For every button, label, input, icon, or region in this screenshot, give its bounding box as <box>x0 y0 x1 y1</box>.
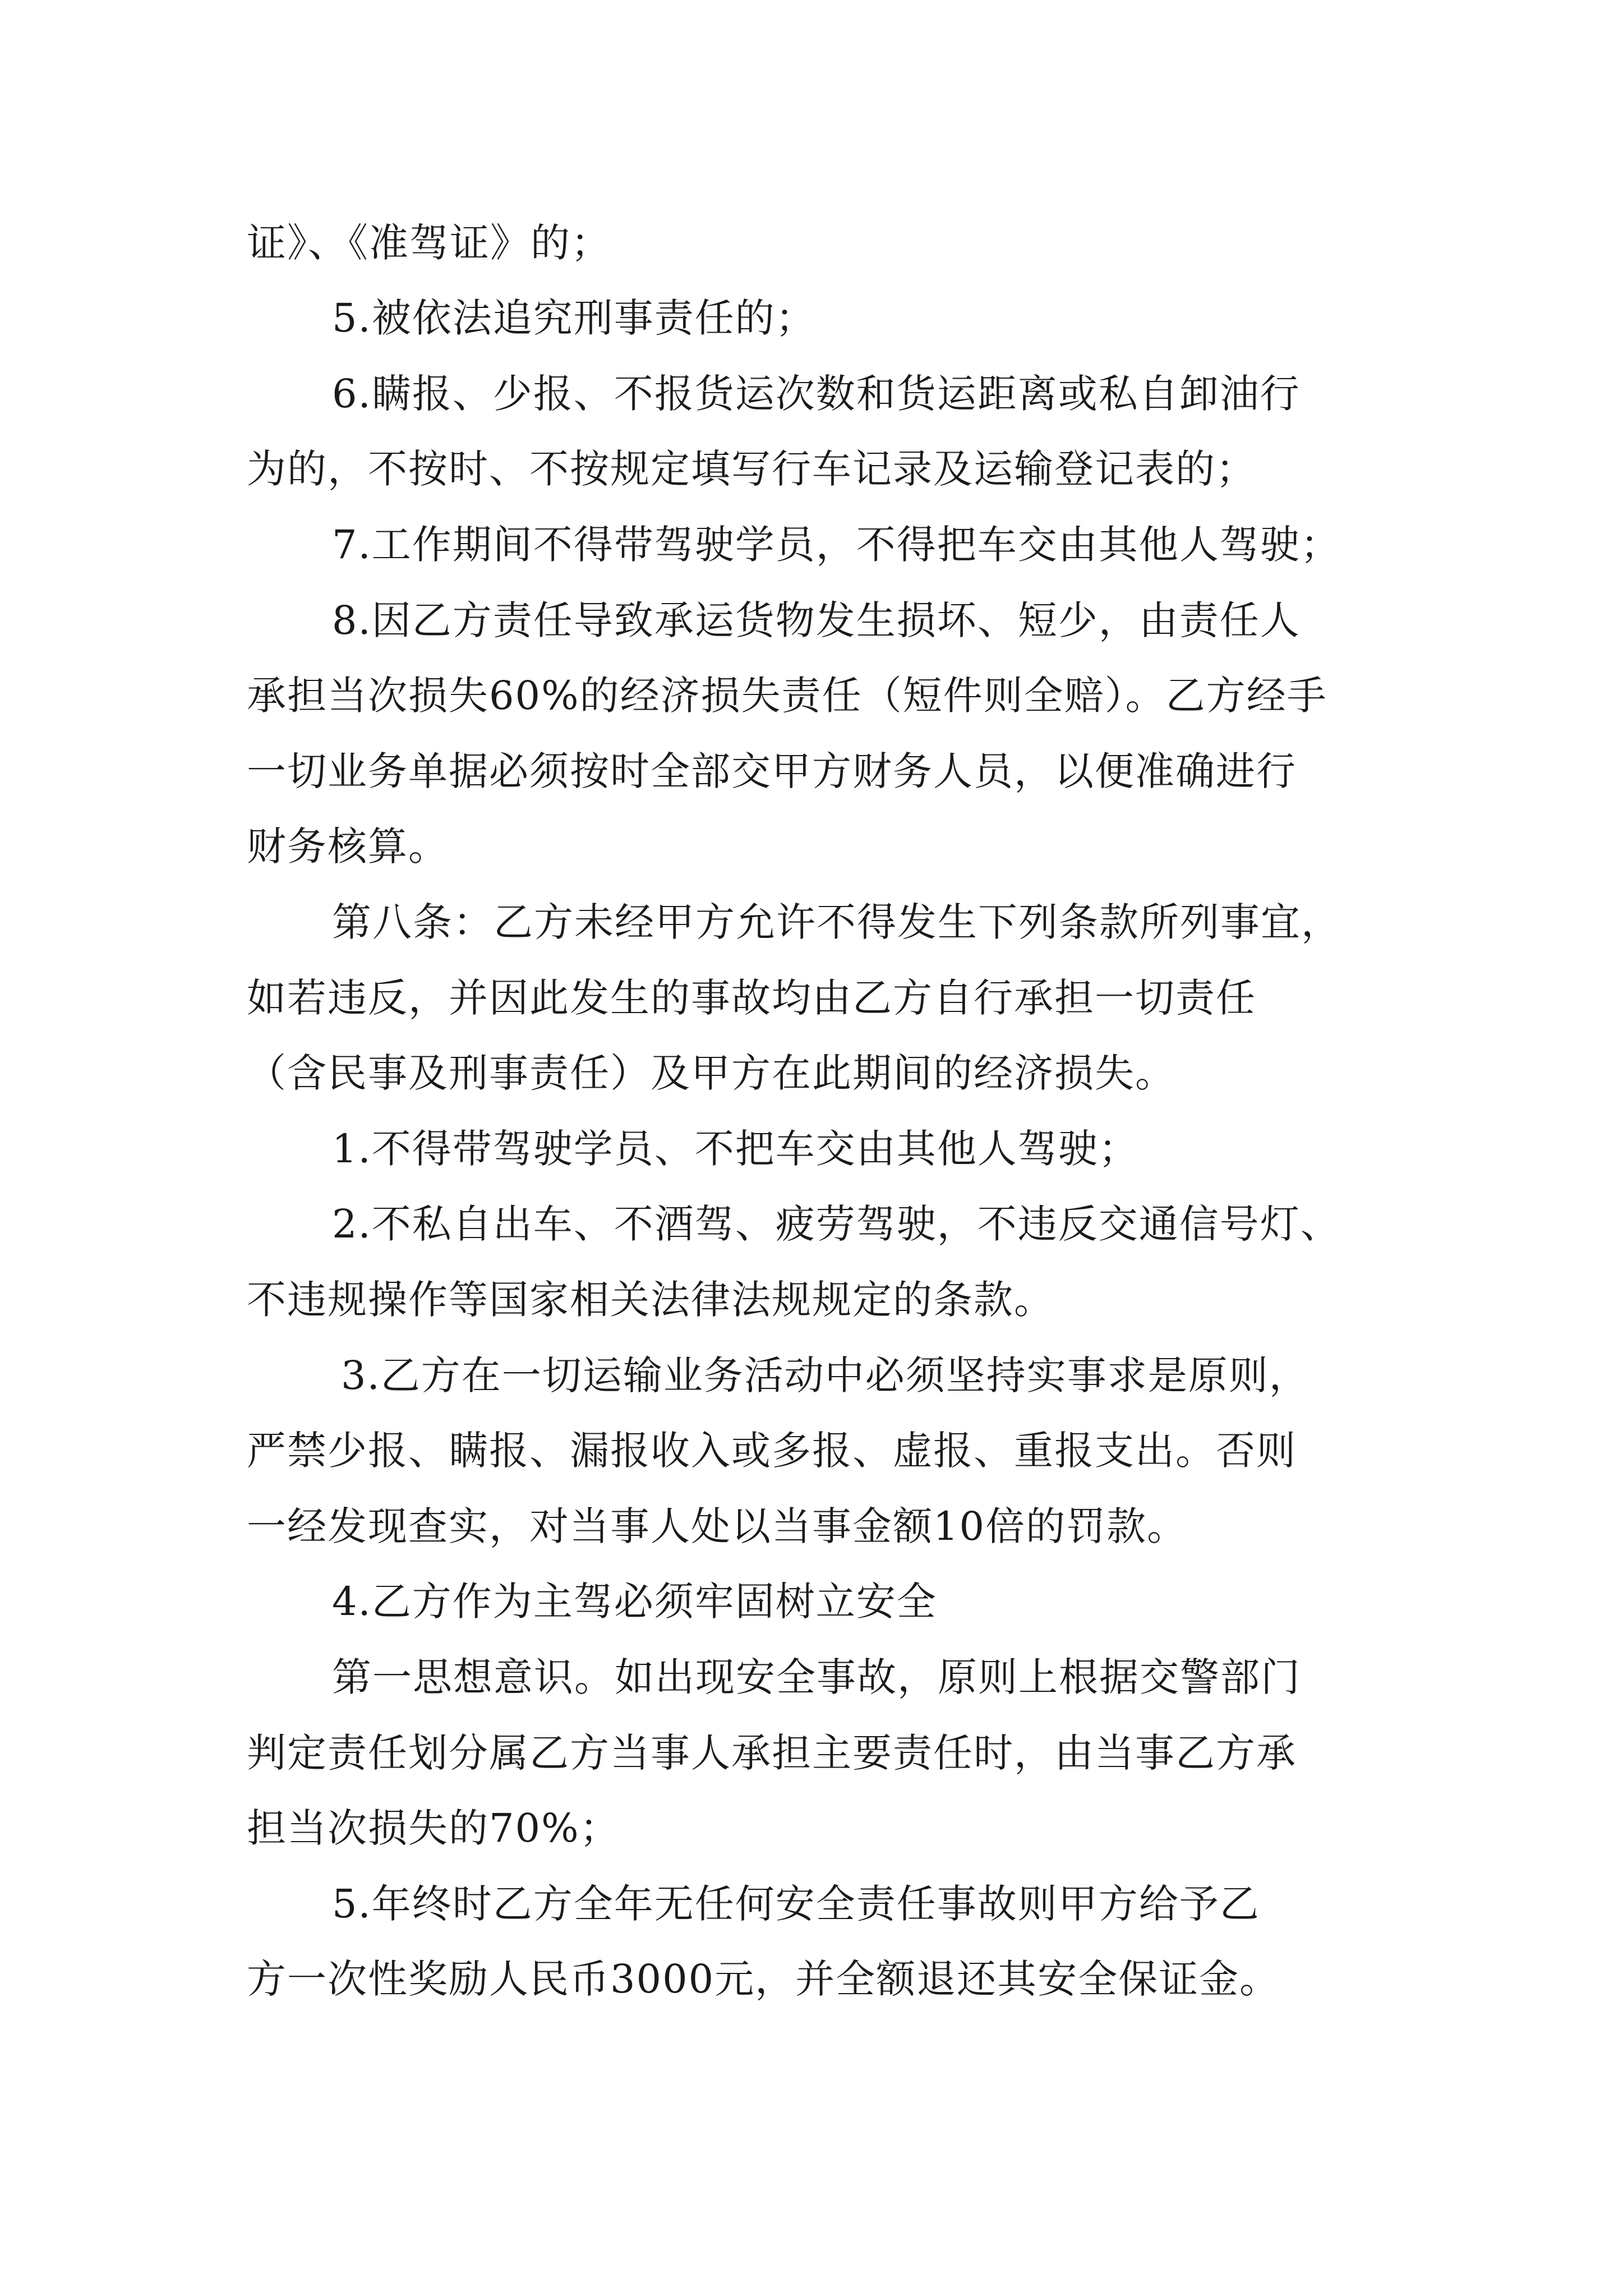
text-line-5: 7.工作期间不得带驾驶学员，不得把车交由其他人驾驶； <box>332 522 1341 568</box>
text-line-1: 证》、《准驾证》的； <box>247 220 611 266</box>
text-line-23: 5.年终时乙方全年无任何安全责任事故则甲方给予乙 <box>332 1881 1260 1927</box>
text-line-21: 判定责任划分属乙方当事人承担主要责任时，由当事乙方承 <box>247 1730 1297 1776</box>
text-line-16: 3.乙方在一切运输业务活动中必须坚持实事求是原则， <box>341 1352 1310 1398</box>
text-line-8: 一切业务单据必须按时全部交甲方财务人员，以便准确进行 <box>247 748 1297 794</box>
text-line-13: 1.不得带驾驶学员、不把车交由其他人驾驶； <box>332 1126 1139 1172</box>
text-line-19: 4.乙方作为主驾必须牢固树立安全 <box>332 1579 937 1625</box>
text-line-6: 8.因乙方责任导致承运货物发生损坏、短少，由责任人 <box>332 597 1301 643</box>
text-line-2: 5.被依法追究刑事责任的； <box>332 295 816 341</box>
text-line-4: 为的，不按时、不按规定填写行车记录及运输登记表的； <box>247 446 1256 492</box>
text-line-7: 承担当次损失60%的经济损失责任（短件则全赔）。乙方经手 <box>247 673 1327 719</box>
text-line-10: 第八条：乙方未经甲方允许不得发生下列条款所列事宜， <box>332 899 1341 945</box>
text-line-3: 6.瞒报、少报、不报货运次数和货运距离或私自卸油行 <box>332 371 1301 417</box>
text-line-14: 2.不私自出车、不酒驾、疲劳驾驶，不违反交通信号灯、 <box>332 1201 1341 1247</box>
text-line-24: 方一次性奖励人民币3000元，并全额退还其安全保证金。 <box>247 1956 1280 2002</box>
text-line-17: 严禁少报、瞒报、漏报收入或多报、虚报、重报支出。否则 <box>247 1428 1297 1474</box>
text-line-12: （含民事及刑事责任）及甲方在此期间的经济损失。 <box>247 1050 1175 1096</box>
text-line-9: 财务核算。 <box>247 823 449 869</box>
text-line-20: 第一思想意识。如出现安全事故，原则上根据交警部门 <box>332 1654 1301 1700</box>
text-line-11: 如若违反，并因此发生的事故均由乙方自行承担一切责任 <box>247 975 1256 1021</box>
text-line-22: 担当次损失的70%； <box>247 1805 620 1851</box>
text-line-15: 不违规操作等国家相关法律法规规定的条款。 <box>247 1277 1054 1323</box>
text-line-18: 一经发现查实，对当事人处以当事金额10倍的罚款。 <box>247 1503 1188 1549</box>
